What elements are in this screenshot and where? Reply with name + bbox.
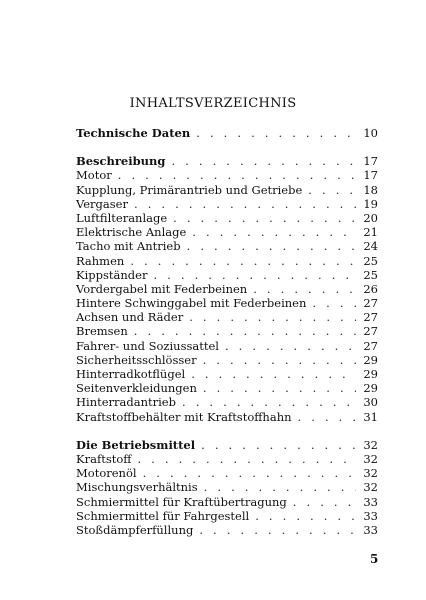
dot-leader [118,168,356,182]
toc-entry-page: 27 [363,310,378,325]
toc-entry-page: 17 [363,168,378,183]
dot-leader [143,466,356,480]
toc-entry [76,225,378,239]
dot-leader [199,523,356,537]
toc-entry-label: Sicherheitsschlösser [76,352,197,367]
dot-leader [253,282,356,296]
toc-entry-label: Schmiermittel für Fahrgestell [76,508,250,523]
toc-entry [76,353,378,367]
dot-leader [255,509,356,523]
toc-entry [76,452,378,466]
toc-entry-label: Kraftstoff [76,451,132,466]
dot-leader [137,452,356,466]
toc-entry-page: 32 [363,480,378,495]
toc-section-heading [76,438,378,452]
toc-entry-page: 27 [363,324,378,339]
toc-entry-page: 20 [363,210,378,225]
toc-entry-page: 32 [363,451,378,466]
page-title: INHALTSVERZEICHNIS [129,96,297,111]
toc-entry [76,296,378,310]
toc-entry [76,324,378,338]
dot-leader [293,495,356,509]
dot-leader [173,211,356,225]
toc-entry [76,239,378,253]
toc-entry [76,381,378,395]
toc-entry [76,282,378,296]
toc-entry-label: Achsen und Räder [76,310,184,325]
toc-entry-label: Hinterradantrieb [76,395,176,410]
toc-entry [76,268,378,282]
dot-leader [225,339,356,353]
toc-entry-page: 29 [363,381,378,396]
dot-leader [182,395,356,409]
toc-entry-label: Fahrer- und Soziussattel [76,338,219,353]
dot-leader [203,353,356,367]
toc-entry-label: Hinterradkotflügel [76,367,186,381]
toc-entry-label: Luftfilteranlage [76,210,168,225]
toc-entry [76,197,378,211]
dot-leader [134,197,356,211]
toc-entry-label: Kippständer [76,267,148,282]
toc-entry-label: Tacho mit Antrieb [76,239,181,254]
dot-leader [204,480,356,494]
toc-entry [76,310,378,324]
toc-entry-label: Vordergabel mit Federbeinen [76,281,248,296]
toc-entry-page: 29 [363,352,378,367]
dot-leader [130,254,356,268]
dot-leader [196,126,356,140]
toc-entry-page: 21 [363,225,378,240]
dot-leader [298,410,356,424]
toc-entry [76,183,378,197]
toc-section-heading [76,154,378,168]
dot-leader [134,324,356,338]
toc-entry-label: Elektrische Anlage [76,225,187,240]
toc-entry-label: Kupplung, Primärantrieb und Getriebe [76,182,303,197]
toc-entry [76,367,378,381]
toc-entry-label: Mischungsverhältnis [76,480,198,495]
toc-entry-page: 30 [363,395,378,410]
toc-entry [76,339,378,353]
toc-section-heading [76,126,378,140]
toc-entry-label: Motorenöl [76,466,137,481]
toc-entry [76,495,378,509]
toc-entry [76,480,378,494]
toc-entry-label: Vergaser [76,196,128,211]
toc-entry-label: Stoßdämpferfüllung [76,522,194,537]
dot-leader [171,154,356,168]
toc-entry-page: 18 [363,182,378,197]
toc-entry [76,395,378,409]
toc-entry-page: 19 [363,196,378,211]
toc-entry [76,410,378,424]
toc-entry-page: 17 [363,154,378,169]
dot-leader [189,310,356,324]
toc-entry-label: Rahmen [76,253,125,268]
toc-group-gap [76,140,378,154]
table-of-contents [76,126,378,537]
toc-entry-page: 10 [363,126,378,140]
toc-group-gap [76,424,378,438]
toc-entry-page: 29 [363,367,378,381]
toc-entry-page: 27 [363,296,378,311]
dot-leader [192,225,356,239]
toc-entry-label: Motor [76,168,112,183]
toc-entry-page: 24 [363,239,378,254]
toc-entry [76,523,378,537]
toc-entry [76,466,378,480]
toc-entry-label: Technische Daten [76,126,191,140]
toc-entry-label: Die Betriebsmittel [76,437,196,452]
toc-entry-label: Schmiermittel für Kraftübertragung [76,494,287,509]
dot-leader [308,183,356,197]
page-number: 5 [370,552,379,566]
toc-entry-page: 33 [363,522,378,537]
toc-entry [76,254,378,268]
toc-entry-page: 25 [363,267,378,282]
dot-leader [153,268,356,282]
toc-entry-page: 31 [363,409,378,424]
toc-entry [76,211,378,225]
toc-entry-label: Hintere Schwinggabel mit Federbeinen [76,296,307,311]
toc-entry-label: Seitenverkleidungen [76,381,197,396]
dot-leader [191,367,356,381]
toc-entry [76,168,378,182]
dot-leader [201,438,356,452]
toc-entry-page: 26 [363,281,378,296]
dot-leader [312,296,356,310]
toc-entry-label: Bremsen [76,324,128,339]
dot-leader [187,239,356,253]
dot-leader [203,381,356,395]
toc-entry-page: 27 [363,338,378,353]
toc-entry-page: 33 [363,494,378,509]
toc-entry-page: 32 [363,437,378,452]
toc-entry-page: 25 [363,253,378,268]
toc-entry-page: 33 [363,508,378,523]
toc-entry-label: Beschreibung [76,154,166,169]
toc-entry [76,509,378,523]
toc-entry-page: 32 [363,466,378,481]
toc-entry-label: Kraftstoffbehälter mit Kraftstoffhahn [76,409,292,424]
